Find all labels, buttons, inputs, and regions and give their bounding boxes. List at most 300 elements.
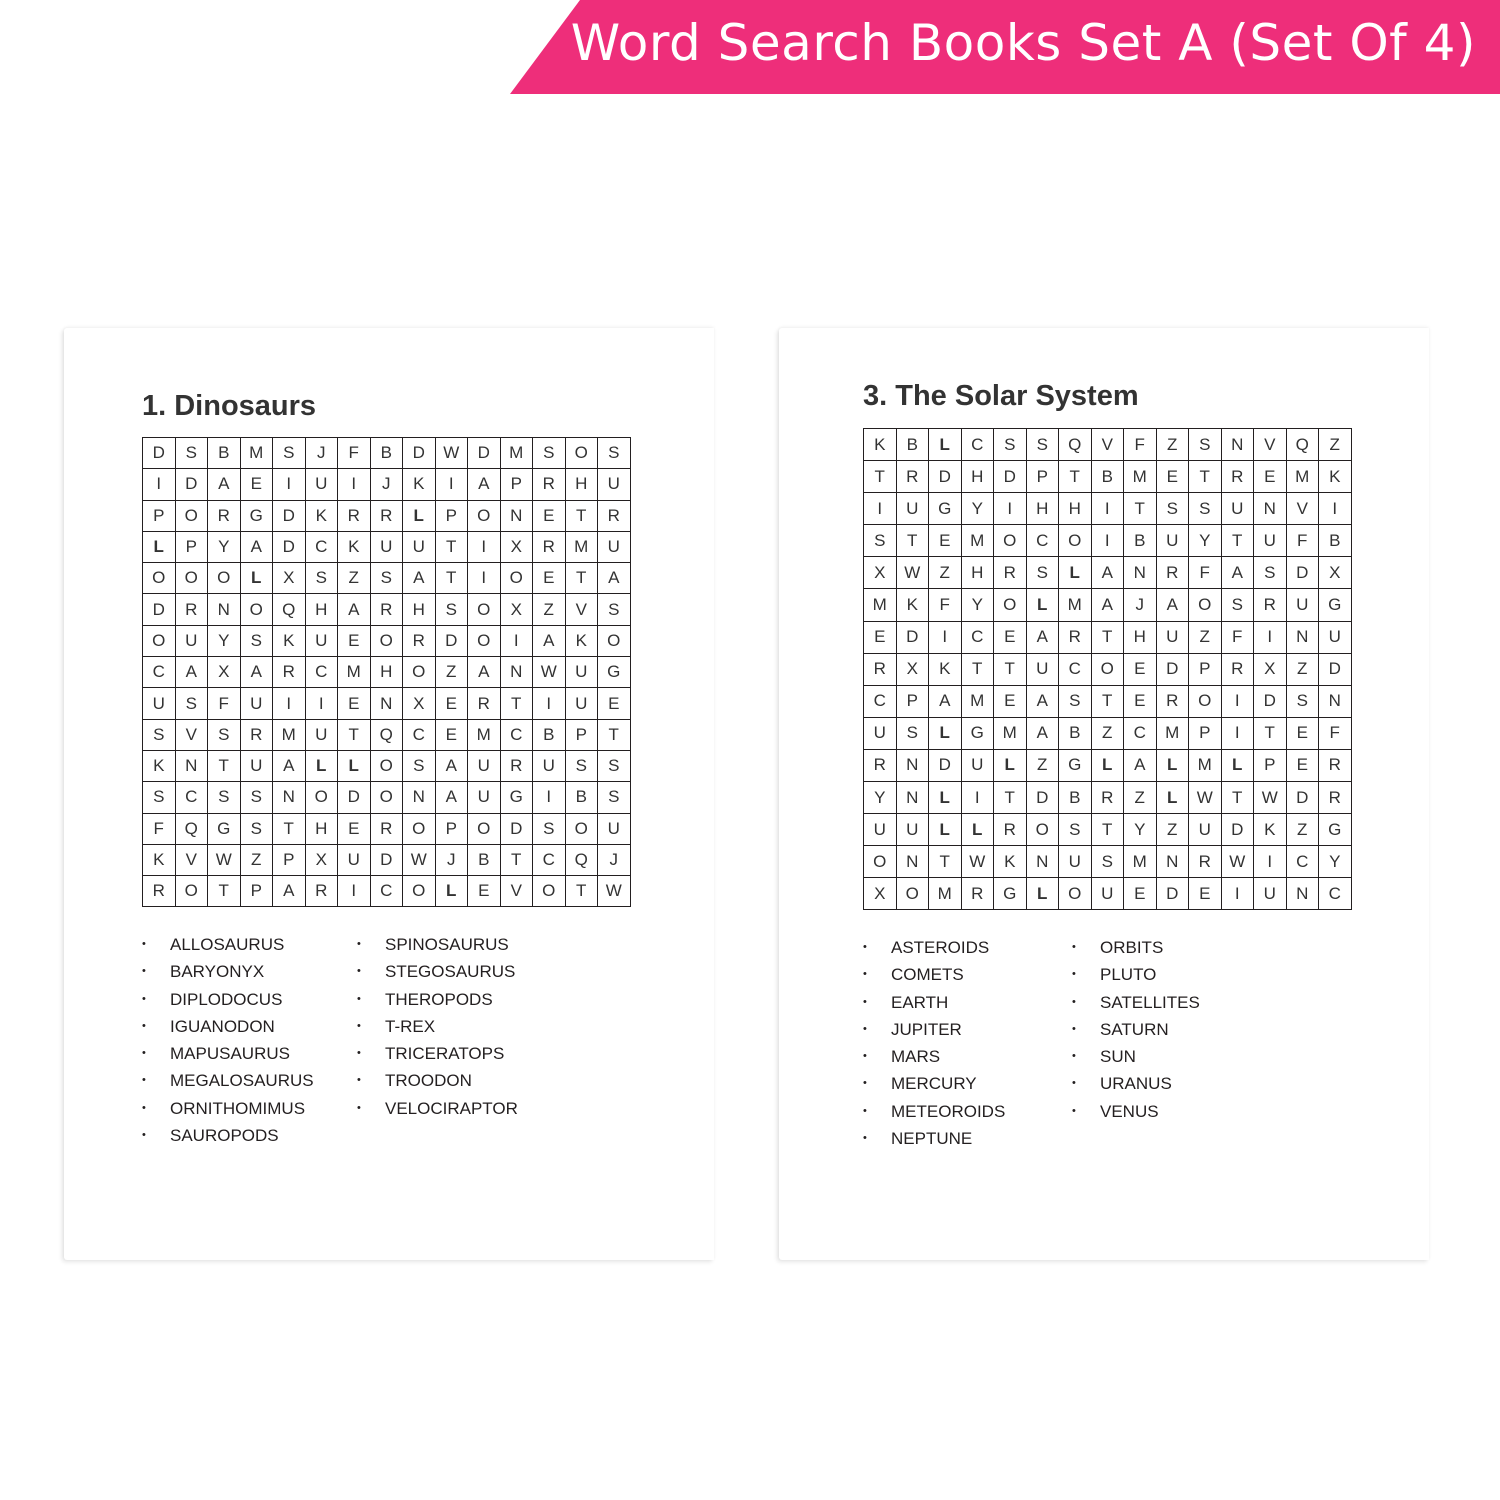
grid-cell: S [1189,493,1222,525]
grid-cell: R [1092,782,1125,814]
grid-cell: U [1222,493,1255,525]
grid-cell: K [403,469,436,500]
grid-cell: B [1124,525,1157,557]
grid-cell: R [1189,846,1222,878]
grid-cell: Y [208,626,241,657]
grid-cell: S [241,626,274,657]
grid-cell: A [403,563,436,594]
grid-cell: F [1319,718,1352,750]
grid-cell: Q [1059,429,1092,461]
grid-cell: F [1287,525,1320,557]
grid-cell: U [1092,878,1125,910]
grid-cell: A [273,751,306,782]
grid-cell: Y [1189,525,1222,557]
word-list-item: • IGUANODON [142,1013,357,1040]
grid-cell: U [897,814,930,846]
grid-cell: B [208,438,241,469]
grid-cell: U [1287,589,1320,621]
grid-cell: M [338,657,371,688]
grid-cell: M [1157,718,1190,750]
grid-cell: S [1059,686,1092,718]
grid-cell: S [533,438,566,469]
grid-cell: S [176,688,209,719]
grid-cell: D [338,782,371,813]
grid-cell: U [1254,525,1287,557]
grid-cell: M [501,438,534,469]
grid-cell: I [338,876,371,907]
grid-cell: J [598,845,631,876]
grid-cell: V [501,876,534,907]
word-list-item: • SPINOSAURUS [357,931,518,958]
grid-cell: O [566,814,599,845]
grid-cell: C [1287,846,1320,878]
word-list-item: • MAPUSAURUS [142,1040,357,1067]
grid-cell: K [929,654,962,686]
grid-cell: R [208,501,241,532]
grid-cell: S [897,718,930,750]
grid-cell: U [897,493,930,525]
grid-cell: V [1254,429,1287,461]
grid-cell: L [338,751,371,782]
letter-grid [142,437,631,907]
grid-cell: I [143,469,176,500]
grid-cell: A [598,563,631,594]
grid-cell: L [1059,557,1092,589]
grid-cell: K [273,626,306,657]
grid-cell: I [1092,525,1125,557]
grid-cell: D [273,501,306,532]
grid-cell: E [929,525,962,557]
grid-cell: Z [1287,814,1320,846]
grid-cell: R [533,469,566,500]
grid-cell: L [241,563,274,594]
grid-cell: R [897,461,930,493]
word-list-item: • ORBITS [1072,934,1200,961]
grid-cell: U [598,469,631,500]
grid-cell: C [1124,718,1157,750]
grid-cell: T [994,782,1027,814]
grid-cell: E [1124,686,1157,718]
grid-cell: L [994,750,1027,782]
grid-cell: O [994,589,1027,621]
grid-cell: E [1254,461,1287,493]
grid-cell: T [1254,718,1287,750]
grid-cell: X [864,557,897,589]
grid-cell: T [864,461,897,493]
grid-cell: O [468,814,501,845]
grid-cell: H [1027,493,1060,525]
grid-cell: R [994,814,1027,846]
word-list [142,931,518,1149]
grid-cell: R [1222,654,1255,686]
grid-cell: O [994,525,1027,557]
grid-cell: D [273,532,306,563]
grid-cell: O [176,501,209,532]
word-list [863,934,1200,1152]
grid-cell: E [338,688,371,719]
grid-cell: B [533,720,566,751]
grid-cell: Q [273,594,306,625]
grid-cell: E [436,720,469,751]
grid-cell: N [1287,878,1320,910]
grid-cell: P [1254,750,1287,782]
grid-cell: D [994,461,1027,493]
grid-cell: O [598,626,631,657]
grid-cell: O [306,782,339,813]
grid-cell: L [403,501,436,532]
grid-cell: J [306,438,339,469]
grid-cell: W [1189,782,1222,814]
grid-cell: U [1059,846,1092,878]
grid-cell: M [962,525,995,557]
grid-cell: U [306,469,339,500]
grid-cell: P [176,532,209,563]
grid-cell: D [1222,814,1255,846]
grid-cell: B [1319,525,1352,557]
grid-cell: W [1222,846,1255,878]
grid-cell: A [338,594,371,625]
grid-cell: R [1254,589,1287,621]
grid-cell: T [208,876,241,907]
grid-cell: X [273,563,306,594]
grid-cell: N [176,751,209,782]
grid-cell: E [864,622,897,654]
grid-cell: T [208,751,241,782]
grid-cell: T [338,720,371,751]
grid-cell: U [864,718,897,750]
grid-cell: O [1059,878,1092,910]
grid-cell: T [566,501,599,532]
grid-cell: A [1092,557,1125,589]
grid-cell: X [501,532,534,563]
grid-cell: C [864,686,897,718]
grid-cell: M [864,589,897,621]
grid-cell: S [1092,846,1125,878]
grid-cell: G [929,493,962,525]
grid-cell: C [501,720,534,751]
grid-cell: L [929,782,962,814]
grid-cell: K [1319,461,1352,493]
word-list-item: • THEROPODS [357,986,518,1013]
grid-cell: Y [1319,846,1352,878]
banner-title: Word Search Books Set A (Set Of 4) [570,14,1476,72]
grid-cell: C [176,782,209,813]
grid-cell: U [1027,654,1060,686]
word-list-item: • PLUTO [1072,961,1200,988]
word-list-item: • COMETS [863,961,1072,988]
word-list-item: • MEGALOSAURUS [142,1067,357,1094]
grid-cell: O [176,876,209,907]
grid-cell: N [897,846,930,878]
word-list-item: • EARTH [863,989,1072,1016]
grid-cell: A [1027,686,1060,718]
grid-cell: G [598,657,631,688]
grid-cell: N [897,750,930,782]
word-list-item: • METEOROIDS [863,1098,1072,1125]
grid-cell: U [371,532,404,563]
grid-cell: D [1287,557,1320,589]
word-list-item: • ASTEROIDS [863,934,1072,961]
grid-cell: C [1319,878,1352,910]
grid-cell: F [338,438,371,469]
grid-cell: R [403,626,436,657]
grid-cell: S [1189,429,1222,461]
grid-cell: N [273,782,306,813]
grid-cell: X [403,688,436,719]
grid-cell: S [241,814,274,845]
grid-cell: Z [1157,814,1190,846]
grid-cell: S [436,594,469,625]
grid-cell: U [176,626,209,657]
grid-cell: T [1222,782,1255,814]
grid-cell: M [994,718,1027,750]
grid-cell: Z [241,845,274,876]
grid-cell: D [501,814,534,845]
grid-cell: A [533,626,566,657]
grid-cell: E [1124,654,1157,686]
grid-cell: S [1222,589,1255,621]
grid-cell: R [1319,750,1352,782]
grid-cell: P [501,469,534,500]
grid-cell: S [566,751,599,782]
grid-cell: T [566,563,599,594]
grid-cell: S [533,814,566,845]
grid-cell: U [1157,525,1190,557]
grid-cell: X [897,654,930,686]
grid-cell: R [598,501,631,532]
grid-cell: I [338,469,371,500]
word-list-item: • BARYONYX [142,958,357,985]
grid-cell: U [566,657,599,688]
grid-cell: E [1157,461,1190,493]
grid-cell: C [1059,654,1092,686]
grid-cell: I [306,688,339,719]
grid-cell: T [1124,493,1157,525]
word-list-column [357,931,518,1149]
grid-cell: D [176,469,209,500]
grid-cell: Q [1287,429,1320,461]
puzzle-title: 1. Dinosaurs [142,390,317,422]
grid-cell: A [1027,622,1060,654]
grid-cell: D [1287,782,1320,814]
grid-cell: O [403,657,436,688]
grid-cell: A [1157,589,1190,621]
grid-cell: G [1059,750,1092,782]
grid-cell: R [371,501,404,532]
grid-cell: O [403,876,436,907]
grid-cell: E [1287,718,1320,750]
grid-cell: O [371,626,404,657]
grid-cell: W [436,438,469,469]
grid-cell: I [962,782,995,814]
grid-cell: L [306,751,339,782]
grid-cell: U [143,688,176,719]
grid-cell: S [403,751,436,782]
grid-cell: E [338,626,371,657]
grid-cell: J [1124,589,1157,621]
grid-cell: L [1222,750,1255,782]
grid-cell: B [1059,718,1092,750]
grid-cell: T [1189,461,1222,493]
grid-cell: D [403,438,436,469]
grid-cell: R [1157,686,1190,718]
grid-cell: T [436,563,469,594]
grid-cell: R [306,876,339,907]
grid-cell: B [1059,782,1092,814]
grid-cell: Y [962,493,995,525]
word-list-item: • SUN [1072,1043,1200,1070]
grid-cell: S [143,720,176,751]
grid-cell: A [241,532,274,563]
grid-cell: G [1319,589,1352,621]
grid-cell: S [864,525,897,557]
grid-cell: M [1189,750,1222,782]
grid-cell: I [1222,718,1255,750]
grid-cell: S [1027,557,1060,589]
grid-cell: Q [566,845,599,876]
grid-cell: W [403,845,436,876]
grid-cell: C [962,429,995,461]
grid-cell: Y [962,589,995,621]
grid-cell: E [1189,878,1222,910]
grid-cell: P [436,814,469,845]
grid-cell: O [1189,686,1222,718]
grid-cell: U [1319,622,1352,654]
grid-cell: O [371,751,404,782]
grid-cell: P [1189,718,1222,750]
grid-cell: J [436,845,469,876]
word-list-item: • SATELLITES [1072,989,1200,1016]
grid-cell: R [1222,461,1255,493]
grid-cell: Y [1124,814,1157,846]
grid-cell: T [929,846,962,878]
grid-cell: U [468,782,501,813]
grid-cell: Y [864,782,897,814]
grid-cell: U [566,688,599,719]
grid-cell: G [962,718,995,750]
grid-cell: G [501,782,534,813]
grid-cell: D [897,622,930,654]
grid-cell: S [1157,493,1190,525]
grid-cell: A [176,657,209,688]
grid-cell: T [1092,814,1125,846]
grid-cell: M [929,878,962,910]
grid-cell: H [306,594,339,625]
grid-cell: A [208,469,241,500]
grid-cell: Z [1157,429,1190,461]
grid-cell: N [403,782,436,813]
grid-cell: O [1189,589,1222,621]
grid-cell: M [1287,461,1320,493]
grid-cell: A [436,782,469,813]
grid-cell: H [1059,493,1092,525]
word-list-item: • MARS [863,1043,1072,1070]
grid-cell: S [143,782,176,813]
grid-cell: O [1027,814,1060,846]
grid-cell: I [1319,493,1352,525]
grid-cell: E [1124,878,1157,910]
grid-cell: U [864,814,897,846]
word-list-item: • STEGOSAURUS [357,958,518,985]
grid-cell: F [1222,622,1255,654]
word-list-item: • SATURN [1072,1016,1200,1043]
grid-cell: Q [176,814,209,845]
grid-cell: B [566,782,599,813]
grid-cell: I [468,532,501,563]
word-list-column [863,934,1072,1152]
grid-cell: M [241,438,274,469]
grid-cell: C [403,720,436,751]
grid-cell: A [436,751,469,782]
word-list-item: • MERCURY [863,1070,1072,1097]
puzzle-page-solar-system [779,328,1429,1260]
grid-cell: I [273,688,306,719]
grid-cell: S [1287,686,1320,718]
grid-cell: G [208,814,241,845]
grid-cell: L [962,814,995,846]
grid-cell: N [371,688,404,719]
grid-cell: P [241,876,274,907]
grid-cell: F [929,589,962,621]
grid-cell: R [1319,782,1352,814]
grid-cell: C [306,532,339,563]
grid-cell: S [1254,557,1287,589]
grid-cell: L [929,718,962,750]
grid-cell: M [566,532,599,563]
grid-cell: T [566,876,599,907]
grid-cell: F [143,814,176,845]
grid-cell: O [897,878,930,910]
grid-cell: N [501,501,534,532]
grid-cell: I [273,469,306,500]
grid-cell: E [994,622,1027,654]
puzzle-title: 3. The Solar System [863,380,1139,412]
word-list-item: • DIPLODOCUS [142,986,357,1013]
grid-cell: P [1189,654,1222,686]
grid-cell: M [273,720,306,751]
grid-cell: C [306,657,339,688]
puzzle-page-dinosaurs [64,328,714,1260]
grid-cell: A [1222,557,1255,589]
grid-cell: O [864,846,897,878]
grid-cell: I [533,782,566,813]
grid-cell: K [566,626,599,657]
grid-cell: L [1157,750,1190,782]
grid-cell: D [1254,686,1287,718]
grid-cell: V [1287,493,1320,525]
word-list-item: • SAUROPODS [142,1122,357,1149]
grid-cell: E [533,563,566,594]
grid-cell: P [273,845,306,876]
grid-cell: N [1222,429,1255,461]
grid-cell: O [468,594,501,625]
grid-cell: X [306,845,339,876]
grid-cell: A [241,657,274,688]
grid-cell: V [566,594,599,625]
word-list-item: • TROODON [357,1067,518,1094]
word-list-item: • ORNITHOMIMUS [142,1095,357,1122]
grid-cell: I [929,622,962,654]
grid-cell: P [566,720,599,751]
grid-cell: O [241,594,274,625]
grid-cell: U [598,814,631,845]
grid-cell: G [241,501,274,532]
grid-cell: I [533,688,566,719]
grid-cell: Z [533,594,566,625]
grid-cell: K [306,501,339,532]
grid-cell: E [994,686,1027,718]
grid-cell: O [533,876,566,907]
